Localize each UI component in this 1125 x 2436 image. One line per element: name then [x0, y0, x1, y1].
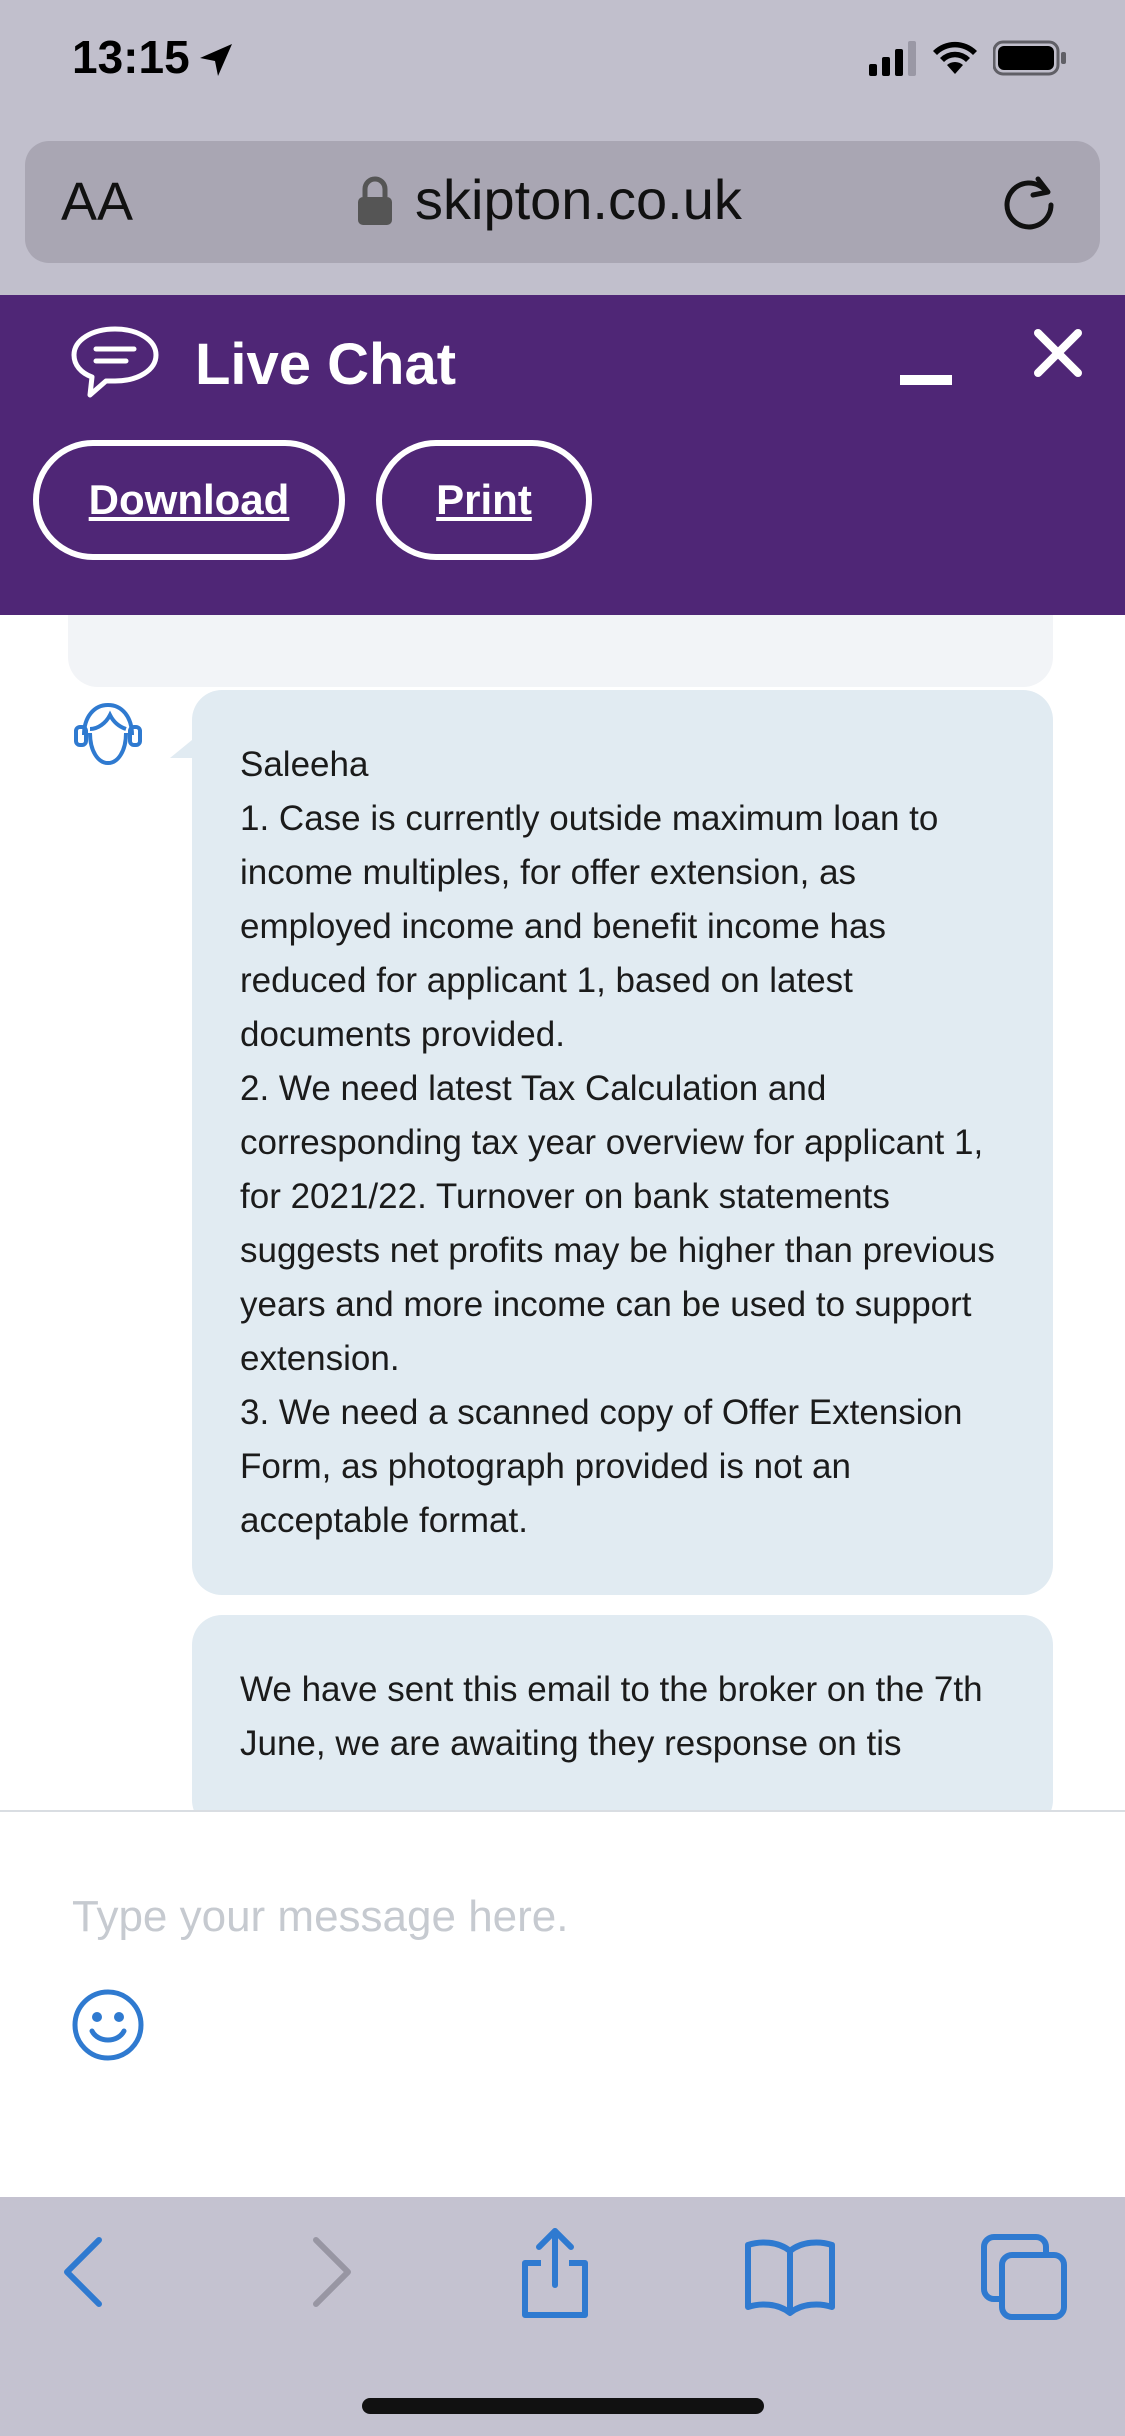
print-button[interactable]: Print	[376, 440, 592, 560]
share-icon[interactable]	[515, 2225, 595, 2326]
agent-message-bubble	[192, 690, 1053, 1595]
battery-icon	[993, 40, 1067, 81]
reload-icon[interactable]	[998, 171, 1060, 238]
bookmarks-icon[interactable]	[742, 2237, 838, 2322]
location-arrow-icon	[196, 40, 236, 85]
message-line: Saleeha	[240, 745, 369, 784]
lock-icon	[355, 175, 395, 232]
minimize-button[interactable]	[900, 365, 954, 395]
tabs-icon[interactable]	[980, 2233, 1070, 2326]
message-line: 3. We need a scanned copy of Offer Extension Form, as photograph provided is not an acceptable format.	[240, 1393, 963, 1540]
status-time: 13:15	[72, 31, 190, 83]
message-input[interactable]	[70, 1882, 1050, 1952]
message-line: 1. Case is currently outside maximum loan to income multiples, for offer extension, as employed income and benefit income has reduced for applicant 1, based on latest documents provided.	[240, 799, 939, 1054]
agent-message-bubble	[192, 1615, 1053, 1810]
text-size-button[interactable]: AA	[61, 172, 134, 232]
status-bar	[0, 0, 1125, 125]
url-text[interactable]: skipton.co.uk	[415, 168, 742, 231]
previous-message-bubble	[68, 615, 1053, 687]
chat-messages[interactable]	[0, 615, 1125, 1810]
download-button[interactable]: Download	[33, 440, 345, 560]
close-button[interactable]	[1030, 325, 1086, 386]
chat-title: Live Chat	[195, 332, 457, 397]
chat-bubble-icon	[70, 325, 160, 406]
address-bar[interactable]	[25, 141, 1100, 263]
wifi-icon	[931, 40, 979, 81]
forward-icon[interactable]	[300, 2232, 360, 2317]
signal-icon	[869, 40, 917, 81]
status-icons	[869, 40, 1067, 81]
home-indicator[interactable]	[362, 2398, 764, 2414]
agent-avatar-icon	[70, 695, 146, 776]
back-icon[interactable]	[55, 2232, 115, 2317]
message-text: We have sent this email to the broker on the 7th June, we are awaiting they response on tis	[240, 1670, 983, 1763]
chat-header	[0, 295, 1125, 615]
bubble-tail	[170, 740, 192, 758]
browser-address-area	[0, 125, 1125, 295]
emoji-icon[interactable]	[70, 1987, 146, 2068]
message-line: 2. We need latest Tax Calculation and corresponding tax year overview for applicant 1, for 2021/22. Turnover on bank statements suggests net profits may be higher than previous years and more income can be used to support extension.	[240, 1069, 995, 1378]
message-composer	[0, 1812, 1125, 2197]
